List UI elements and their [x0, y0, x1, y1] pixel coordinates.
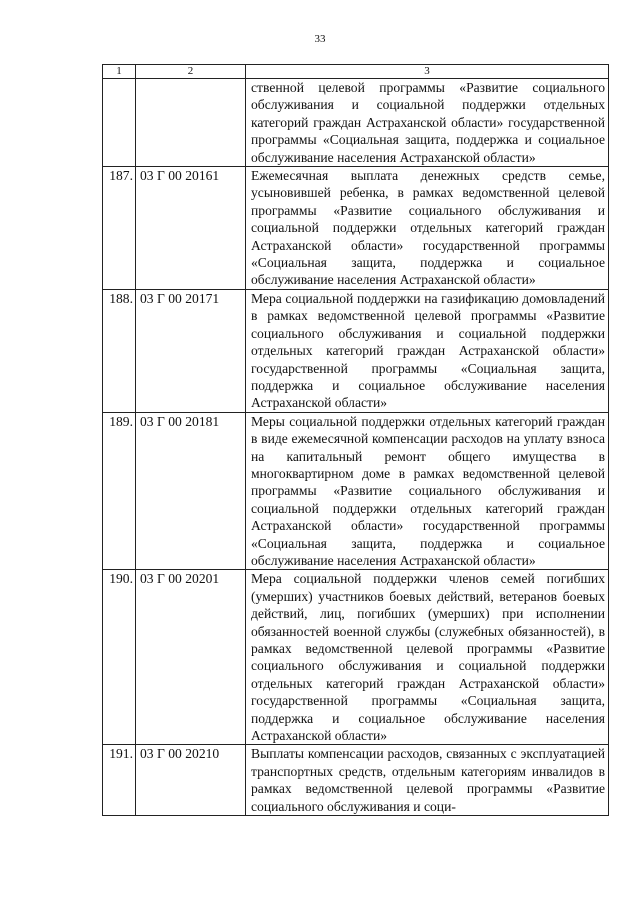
header-col-3: 3	[246, 65, 609, 79]
table-row	[103, 412, 609, 570]
table-row	[103, 167, 609, 290]
header-col-1: 1	[103, 65, 136, 79]
row-number: 189.	[103, 412, 136, 570]
budget-classification-table	[102, 64, 609, 816]
table-row	[103, 745, 609, 816]
row-description: Мера социальной поддержки членов семей погибших (умерших) участников боевых действий, ветеранов боевых действий, лиц, погибших (умерших) при исполнении обязанностей военной службы (служебных обязанностей), в рамках ведомственной целевой программы «Развитие социального обслуживания и социальной поддержки отдельных категорий граждан Астраханской области» государственной программы «Социальная защита, поддержка и социальное обслуживание населения Астраханской области»	[246, 570, 609, 745]
row-description: ственной целевой программы «Развитие социального обслуживания и социальной поддержки отдельных категорий граждан Астраханской области» государственной программы «Социальная защита, поддержка и социальное обслуживание населения Астраханской области»	[246, 79, 609, 167]
row-number: 188.	[103, 289, 136, 412]
page-number: 33	[314, 33, 326, 45]
table-header	[103, 65, 609, 79]
row-code: 03 Г 00 20171	[136, 289, 246, 412]
row-number: 191.	[103, 745, 136, 816]
row-number: 190.	[103, 570, 136, 745]
row-code: 03 Г 00 20161	[136, 167, 246, 290]
table-body	[103, 79, 609, 816]
row-code	[136, 79, 246, 167]
row-description: Меры социальной поддержки отдельных категорий граждан в виде ежемесячной компенсации расходов на уплату взноса на капитальный ремонт общего имущества в многоквартирном доме в рамках ведомственной целевой программы «Развитие социального обслуживания и социальной поддержки отдельных категорий граждан Астраханской области» государственной программы «Социальная защита, поддержка и социальное обслуживание населения Астраханской области»	[246, 412, 609, 570]
header-col-2: 2	[136, 65, 246, 79]
row-number: 187.	[103, 167, 136, 290]
row-code: 03 Г 00 20181	[136, 412, 246, 570]
header-row	[103, 65, 609, 79]
row-description: Ежемесячная выплата денежных средств семье, усыновившей ребенка, в рамках ведомственной целевой программы «Развитие социального обслуживания и социальной поддержки отдельных категорий граждан Астраханской области» государственной программы «Социальная защита, поддержка и социальное обслуживание населения Астраханской области»	[246, 167, 609, 290]
table-row	[103, 570, 609, 745]
row-description: Выплаты компенсации расходов, связанных с эксплуатацией транспортных средств, отдельным категориям инвалидов в рамках ведомственной целевой программы «Развитие социального обслуживания и соци-	[246, 745, 609, 816]
row-code: 03 Г 00 20201	[136, 570, 246, 745]
row-number	[103, 79, 136, 167]
row-description: Мера социальной поддержки на газификацию домовладений в рамках ведомственной целевой программы «Развитие социального обслуживания и социальной поддержки отдельных категорий граждан Астраханской области» государственной программы «Социальная защита, поддержка и социальное обслуживание населения Астраханской области»	[246, 289, 609, 412]
row-code: 03 Г 00 20210	[136, 745, 246, 816]
table-row	[103, 79, 609, 167]
table-row	[103, 289, 609, 412]
